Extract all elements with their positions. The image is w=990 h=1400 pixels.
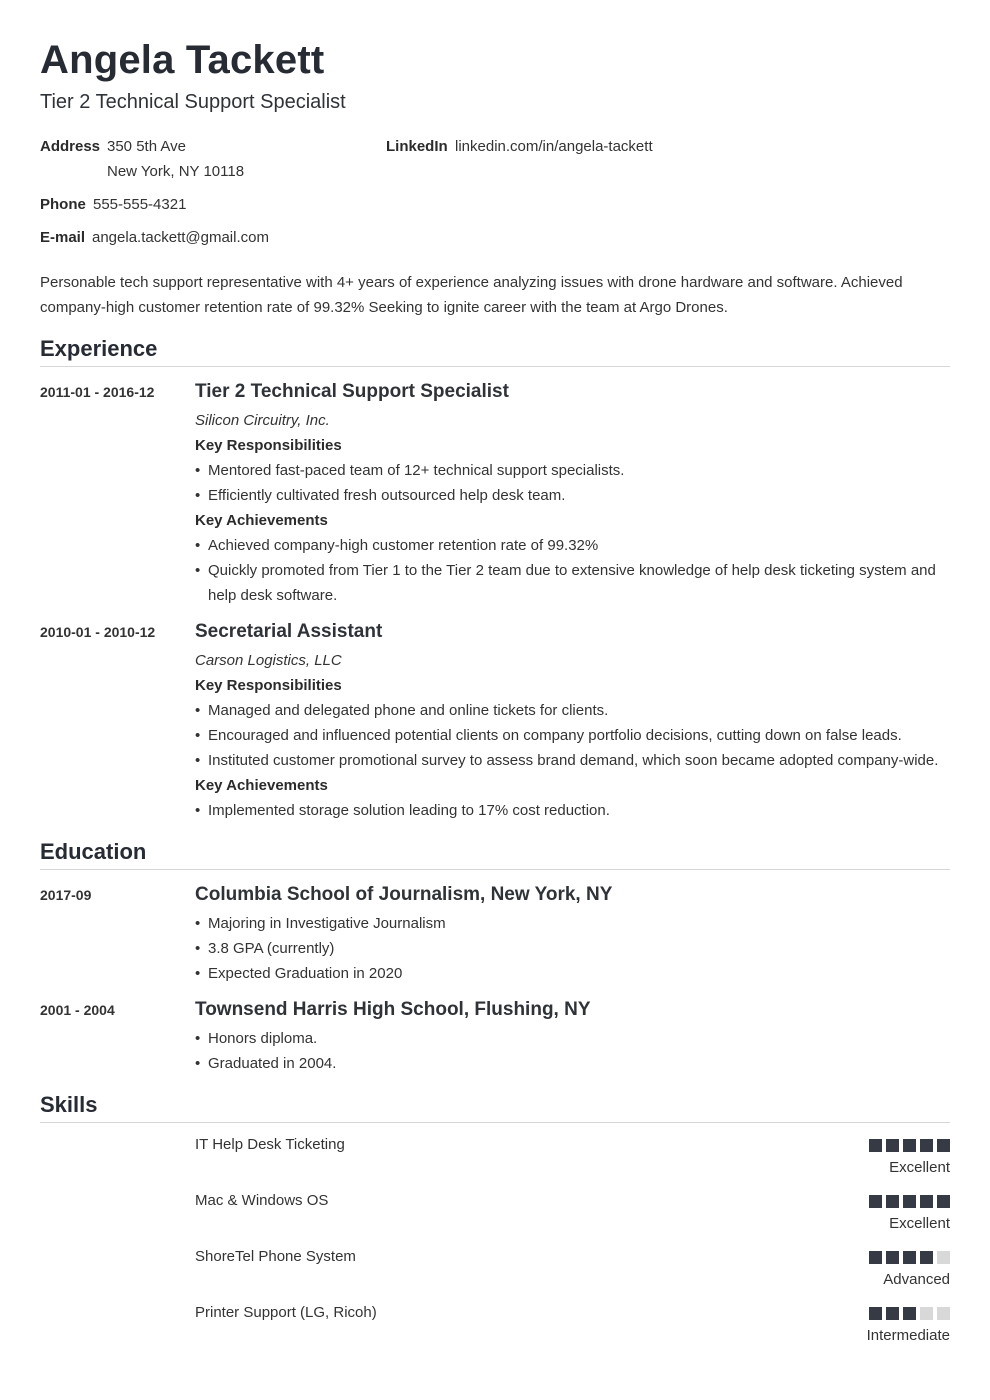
linkedin-link[interactable]: linkedin.com/in/angela-tackett [455, 138, 653, 155]
list-item: • Quickly promoted from Tier 1 to the Tier 2 team due to extensive knowledge of help desk ticketing system and help desk software. [195, 558, 950, 608]
education-dates: 2017-09 [40, 887, 92, 903]
skill-rating [869, 1307, 950, 1320]
rating-square-filled [937, 1139, 950, 1152]
list-item: • Implemented storage solution leading to 17% cost reduction. [195, 798, 950, 823]
skill-rating [869, 1139, 950, 1152]
linkedin-label: LinkedIn [386, 138, 448, 155]
list-item: • Graduated in 2004. [195, 1051, 950, 1076]
rating-square-filled [903, 1139, 916, 1152]
rating-square-filled [869, 1307, 882, 1320]
rating-square-empty [937, 1251, 950, 1264]
rating-square-filled [903, 1195, 916, 1208]
list-item: • 3.8 GPA (currently) [195, 936, 950, 961]
email-label: E-mail [40, 229, 86, 246]
responsibilities-label: Key Responsibilities [195, 677, 342, 694]
list-item: • Encouraged and influenced potential clients on company portfolio decisions, cutting down on false leads. [195, 723, 950, 748]
list-item: • Instituted customer promotional survey to assess brand demand, which soon became adopted company-wide. [195, 748, 950, 773]
rating-square-filled [869, 1195, 882, 1208]
phone-value: 555-555-4321 [93, 196, 187, 213]
rating-square-filled [903, 1251, 916, 1264]
rating-square-empty [937, 1307, 950, 1320]
skill-level: Excellent [889, 1215, 950, 1232]
rating-square-filled [886, 1307, 899, 1320]
list-item: • Managed and delegated phone and online tickets for clients. [195, 698, 950, 723]
education-dates: 2001 - 2004 [40, 1002, 115, 1018]
skill-level: Excellent [889, 1159, 950, 1176]
skills-heading: Skills [40, 1092, 950, 1123]
address-line-2: New York, NY 10118 [107, 163, 245, 180]
rating-square-filled [903, 1307, 916, 1320]
skill-rating [869, 1251, 950, 1264]
profile-summary: Personable tech support representative with 4+ years of experience analyzing issues with drone hardware and software. Achieved company-high customer retention rate of 99.32% Seeking to ignite career with the team at Argo Drones. [40, 274, 903, 316]
school-name: Columbia School of Journalism, New York, NY [195, 884, 613, 905]
job-company: Carson Logistics, LLC [195, 652, 342, 669]
candidate-title: Tier 2 Technical Support Specialist [40, 91, 346, 113]
rating-square-filled [886, 1195, 899, 1208]
skill-level: Intermediate [866, 1327, 950, 1344]
rating-square-filled [869, 1139, 882, 1152]
list-item: • Majoring in Investigative Journalism [195, 911, 950, 936]
rating-square-filled [920, 1139, 933, 1152]
rating-square-filled [886, 1139, 899, 1152]
responsibilities-label: Key Responsibilities [195, 437, 342, 454]
rating-square-filled [886, 1251, 899, 1264]
skill-name: Mac & Windows OS [195, 1192, 329, 1209]
job-company: Silicon Circuitry, Inc. [195, 412, 330, 429]
rating-square-filled [920, 1251, 933, 1264]
rating-square-filled [937, 1195, 950, 1208]
skill-name: Printer Support (LG, Ricoh) [195, 1304, 377, 1321]
address-line-1: 350 5th Ave [107, 138, 186, 155]
address-label: Address [40, 138, 101, 155]
skill-name: ShoreTel Phone System [195, 1248, 356, 1265]
rating-square-filled [869, 1251, 882, 1264]
list-item: • Mentored fast-paced team of 12+ technical support specialists. [195, 458, 950, 483]
experience-heading: Experience [40, 336, 950, 367]
school-name: Townsend Harris High School, Flushing, NY [195, 999, 591, 1020]
phone-label: Phone [40, 196, 86, 213]
achievements-label: Key Achievements [195, 512, 328, 529]
skill-name: IT Help Desk Ticketing [195, 1136, 345, 1153]
candidate-name: Angela Tackett [40, 38, 325, 82]
list-item: • Achieved company-high customer retention rate of 99.32% [195, 533, 950, 558]
job-title: Secretarial Assistant [195, 621, 383, 642]
education-heading: Education [40, 839, 950, 870]
email-link[interactable]: angela.tackett@gmail.com [92, 229, 269, 246]
skill-rating [869, 1195, 950, 1208]
rating-square-filled [920, 1195, 933, 1208]
job-dates: 2010-01 - 2010-12 [40, 624, 156, 640]
list-item: • Honors diploma. [195, 1026, 950, 1051]
job-dates: 2011-01 - 2016-12 [40, 384, 155, 400]
achievements-label: Key Achievements [195, 777, 328, 794]
list-item: • Expected Graduation in 2020 [195, 961, 950, 986]
list-item: • Efficiently cultivated fresh outsourced help desk team. [195, 483, 950, 508]
skill-level: Advanced [883, 1271, 950, 1288]
rating-square-empty [920, 1307, 933, 1320]
job-title: Tier 2 Technical Support Specialist [195, 381, 509, 402]
